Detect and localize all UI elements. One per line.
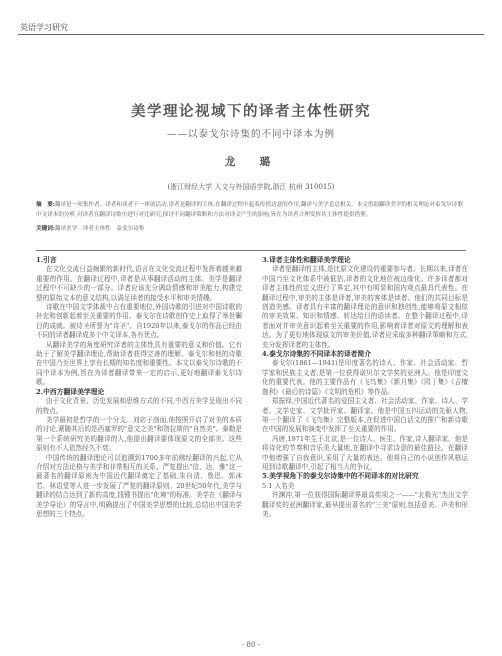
paragraph: 在文化交流日益频繁的新时代,语言在文化交流过程中发挥着越来越重要的作用。在翻译过程中,译者是从事翻译活动的主体。美学是翻译过程中不可缺少的一部分。译者应该充分调动情感和审美能力,构建完整的原始文本的意义结构,以满足读者的接受水平和审美情趣。 xyxy=(36,265,242,302)
subsection-heading: 5.1 人名美 xyxy=(262,481,295,490)
paragraph: 从翻译美学的角度研究译者的主体性具有重要的意义和价值。它有助于了解美学翻译理论,帮助译者获得完善的理解。泰戈尔和他的诗歌在中国乃至世界上享有长期的知名度和重要性。本文以泰戈尔诗歌的不同中译本为例,旨在为译者翻译带来一定的启示,更好地翻译泰戈尔诗歌。 xyxy=(36,340,242,387)
author-name: 龙 璐 xyxy=(224,156,278,168)
paragraph: 由于文化背景、历史发展和思维方式的不同,中西方美学呈现出不同的特点。 xyxy=(36,397,242,415)
section-3-heading: 3.译者主体性和翻译美学理论 xyxy=(262,256,351,264)
paragraph: 美学最初是哲学的一个分支。刘宓子剖面,他按照开启了对美的本质的讨论,紧随其后的是西塞罗的"意文之美"和贺拉斯的"自然美"。泰勒是第一个系统研究美的翻译的人,他提出翻译要体现原文的全部美。这些原则有不人依然经久不衰。 xyxy=(36,415,242,453)
paragraph: 冯唐,1971年生于北京,是一位诗人、医生、作家,诗人翻译家。他是将诗化的节奏和音乐美大量地,在翻译中寻求诗意的最佳路径。在翻译中他增强了自我意识,采用了大量的表达。他将自己的小说创作风格运用到诗歌翻译中,引起了相当大的争议。 xyxy=(262,434,468,471)
header-rule xyxy=(18,34,484,35)
article-title: 美学理论视域下的译者主体性研究 xyxy=(131,103,371,120)
author-affiliation: (浙江财经大学 人文与外国语学院,浙江 杭州 310015) xyxy=(167,183,335,191)
section-1-heading: 1.引言 xyxy=(36,256,57,264)
paragraph: 许渊冲,第一位获得国际翻译界最高奖项之一——"北极光"杰出文学翻译奖的亚洲翻译家,最早提出著名的"三美"原则,包括意美、声美和形美。 xyxy=(262,491,468,518)
paragraph: 诗歌在中国文学体裁中占有重要地位,外国诗歌的引进对中国诗歌的补充和创新起着至关重要的作用。泰戈尔在诗歌创作史上取得了举世瞩目的成就。被诗圣所誉为"诗圣"。自1920年以来,泰戈尔的作品已经由不同的译者翻译成多个中文译本,各有优点。 xyxy=(36,303,242,340)
running-head: 英语学习研究 xyxy=(20,23,68,32)
keywords-label: 关键词: xyxy=(36,226,55,232)
paragraph: 中国传统的翻译理论可以追溯到1700多年前佛经翻译的兴起,它从介绍对方法论格与美学和非常相互的关系。严复提出"信、达、雅"这一最著名的翻译原则为中国近代翻译奠定了基础,朱自清、鲁迅、郭沫若、林语堂等人进一步发展了严复的翻译原则。20世纪50年代,美学与翻译的结合达到了新的高度,钱锺书提出"化境"的标准。美学在《翻译与美学导论》的导言中,明确提出了中国美学思想的比较,总结出中国美学思想的三个特点。 xyxy=(36,453,242,518)
keywords xyxy=(36,224,466,234)
abstract-label: 摘 要: xyxy=(36,202,55,208)
paragraph: 郑振铎,中国近代著名的爱国主义者、社会活动家、作家、诗人、学者、文学史家、文学批评家、翻译家。他是中国五四运动的先驱人物,第一个翻译了《飞鸟集》完整版本,在促进中国白话文的推广和新诗歌在中国的发展和演变中发挥了至关重要的作用。 xyxy=(262,397,468,434)
article-subtitle: ——以泰戈尔诗集的不同中译本为例 xyxy=(166,129,335,140)
keywords-text: 翻译美学 译者主体性 泰戈尔诗集 xyxy=(54,226,145,232)
abstract xyxy=(36,200,466,220)
paragraph: 译者是翻译的主体,是比原文化建设的重要参与者。长期以来,译者在中国乃至文化体系中被低估,译者的文化地位被边缘化。许多译者都对译者主体性的定义进行了界定,其中有明显和国内观点最具代表性。在翻译过程中,审美的主体是译者,审美的客体是读者。他们的共同目标是创造美感。译者具有丰富的翻译理论的意识和独创性,能够将原文相似的审美效果、知识和情感、转达给目的语读者。在整个翻译过程中,译者面对并审美意识起着至关重要的作用,影响着译者对原文的理解和表达。为了更好地体现原文的审美价值,译者应采取多种翻译策略和方式,充分发挥译者的主体性。 xyxy=(262,265,468,349)
abstract-text: 翻译是一项集作者、译者和读者于一体的活动,译者是翻译的主体,在翻译过程中起着传情达意的作用,翻译与美学息息相关。本文借助翻译美学的相关理论对泰戈尔诗歌中文译本的分析,对译者在翻译诗歌中进行对比研究,探讨不同翻译策略和方法对译文产生的影响,旨在为译者合理发挥其主体性提供借鉴。 xyxy=(36,202,463,218)
section-5-heading: 5.美学视角下的泰戈尔诗集中的不同译本的对比研究 xyxy=(262,472,419,481)
abstract-divider xyxy=(36,250,466,251)
left-column xyxy=(36,256,242,636)
section-2-heading: 2.中西方翻译美学理论 xyxy=(36,387,105,396)
page-number: - 80 - xyxy=(241,641,261,649)
section-4-heading: 4.泰戈尔诗集的不同译本的译者简介 xyxy=(262,350,372,359)
paragraph: 泰戈尔(1861—1941)是印度著名的诗人、作家、社会活动家、哲学家和民族主义者,是第一位获得诺贝尔文学奖的亚洲人。他是印度文化的重要代表。他的主要作品有《飞鸟集》《新月集》《园丁集》《吉檀迦利》《最后的诗篇》《文明的危机》等作品。 xyxy=(262,359,468,396)
right-column xyxy=(262,256,468,636)
